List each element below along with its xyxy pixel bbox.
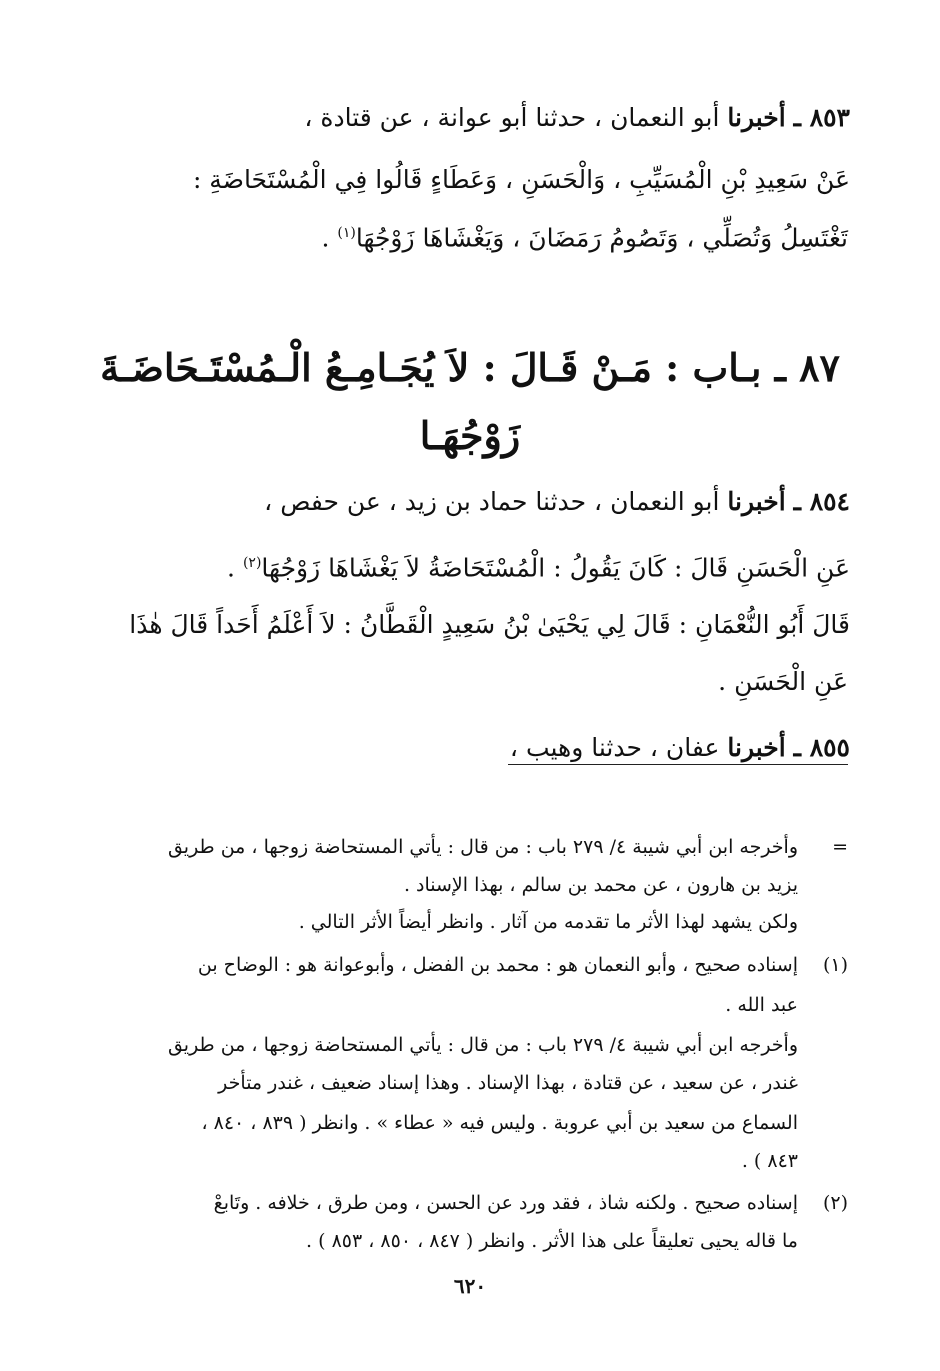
- page-number: ٦٢٠: [453, 1274, 487, 1298]
- text: تَغْتَسِلُ وَتُصَلِّي ، وَتَصُومُ رَمَضَانَ ، وَيَغْشَاهَا زَوْجُهَا: [355, 223, 848, 253]
- footnote-continuation-marker: =: [832, 836, 848, 858]
- hadith-853-chain: [304, 98, 850, 138]
- hadith-854-comment-line1: قَالَ أَبُو النُّعْمَانِ : قَالَ لِي يَحْيَىٰ بْنُ سَعِيدٍ الْقَطَّانُ : لاَ أَعْلَمُ أَحَداً قَالَ هٰذَا: [129, 610, 850, 639]
- chapter-heading-line1: ٨٧ ـ بـاب : مَـنْ قَـالَ : لاَ يُجَـامِـعُ الْـمُسْتَـحَاضَـةَ: [100, 345, 840, 390]
- footnote-separator: [508, 764, 848, 765]
- text-end: .: [227, 553, 235, 583]
- footnote-2-line1: إسناده صحيح . ولكنه شاذ ، فقد ورد عن الحسن ، ومن طرق ، خلافه . وتَابعْ: [213, 1192, 798, 1214]
- hadith-854-text: [227, 543, 850, 588]
- footnote-continuation-line1: وأخرجه ابن أبي شيبة ٤/ ٢٧٩ باب : من قال : يأتي المستحاضة زوجها ، من طريق: [167, 836, 798, 858]
- hadith-854-comment-line2: عَنِ الْحَسَنِ .: [718, 667, 848, 696]
- footnote-2-marker: (٢): [822, 1192, 848, 1214]
- footnote-marker: (١): [337, 225, 356, 241]
- chain-head: أخبرنا: [727, 103, 786, 132]
- footnote-continuation-line2: يزيد بن هارون ، عن محمد بن سالم ، بهذا الإسناد .: [403, 874, 798, 896]
- chain-text: أبو النعمان ، حدثنا أبو عوانة ، عن قتادة ،: [304, 103, 720, 132]
- chapter-heading-line2: زَوْجُهَـا: [419, 413, 521, 458]
- chain-text: عفان ، حدثنا وهيب ،: [509, 733, 720, 762]
- hadith-853-text-line2: [321, 213, 848, 258]
- footnote-marker: (٢): [242, 555, 262, 571]
- footnote-continuation-line3: ولكن يشهد لهذا الأثر ما تقدمه من آثار . وانظر أيضاً الأثر التالي .: [298, 911, 798, 933]
- footnote-1-marker: (١): [822, 954, 848, 976]
- text: عَنِ الْحَسَنِ قَالَ : كَانَ يَقُولُ : الْمُسْتَحَاضَةُ لاَ يَغْشَاهَا زَوْجُهَا: [261, 553, 850, 583]
- hadith-855-chain: [510, 728, 850, 768]
- chain-head: أخبرنا: [727, 487, 786, 516]
- hadith-853-text-line1: عَنْ سَعِيدِ بْنِ الْمُسَيِّبِ ، وَالْحَسَنِ ، وَعَطَاءٍ قَالُوا فِي الْمُسْتَحَاضَةِ :: [192, 165, 850, 194]
- chain-text: أبو النعمان ، حدثنا حماد بن زيد ، عن حفص ،: [264, 487, 720, 516]
- footnote-1-line5: السماع من سعيد بن أبي عروبة . وليس فيه « عطاء » . وانظر ( ٨٣٩ ، ٨٤٠ ،: [201, 1112, 798, 1134]
- text-end: .: [321, 223, 330, 253]
- hadith-854-chain: [264, 482, 850, 522]
- footnote-2-line2: ما قاله يحيى تعليقاً على هذا الأثر . وانظر ( ٨٤٧ ، ٨٥٠ ، ٨٥٣ ) .: [306, 1230, 798, 1252]
- hadith-number: ٨٥٥ ـ: [793, 733, 850, 762]
- footnote-1-line2: عبد الله .: [725, 994, 798, 1016]
- chain-head: أخبرنا: [727, 733, 786, 762]
- hadith-number: ٨٥٣ ـ: [793, 103, 850, 132]
- footnote-1-line6: ٨٤٣ ) .: [741, 1150, 798, 1172]
- footnote-1-line4: غندر ، عن سعيد ، عن قتادة ، بهذا الإسناد . وهذا إسناد ضعيف ، غندر متأخر: [218, 1072, 798, 1094]
- hadith-number: ٨٥٤ ـ: [793, 487, 850, 516]
- footnote-1-line1: إسناده صحيح ، وأبو النعمان هو : محمد بن الفضل ، وأبوعوانة هو : الوضاح بن: [197, 954, 798, 976]
- footnote-1-line3: وأخرجه ابن أبي شيبة ٤/ ٢٧٩ باب : من قال : يأتي المستحاضة زوجها ، من طريق: [167, 1034, 798, 1056]
